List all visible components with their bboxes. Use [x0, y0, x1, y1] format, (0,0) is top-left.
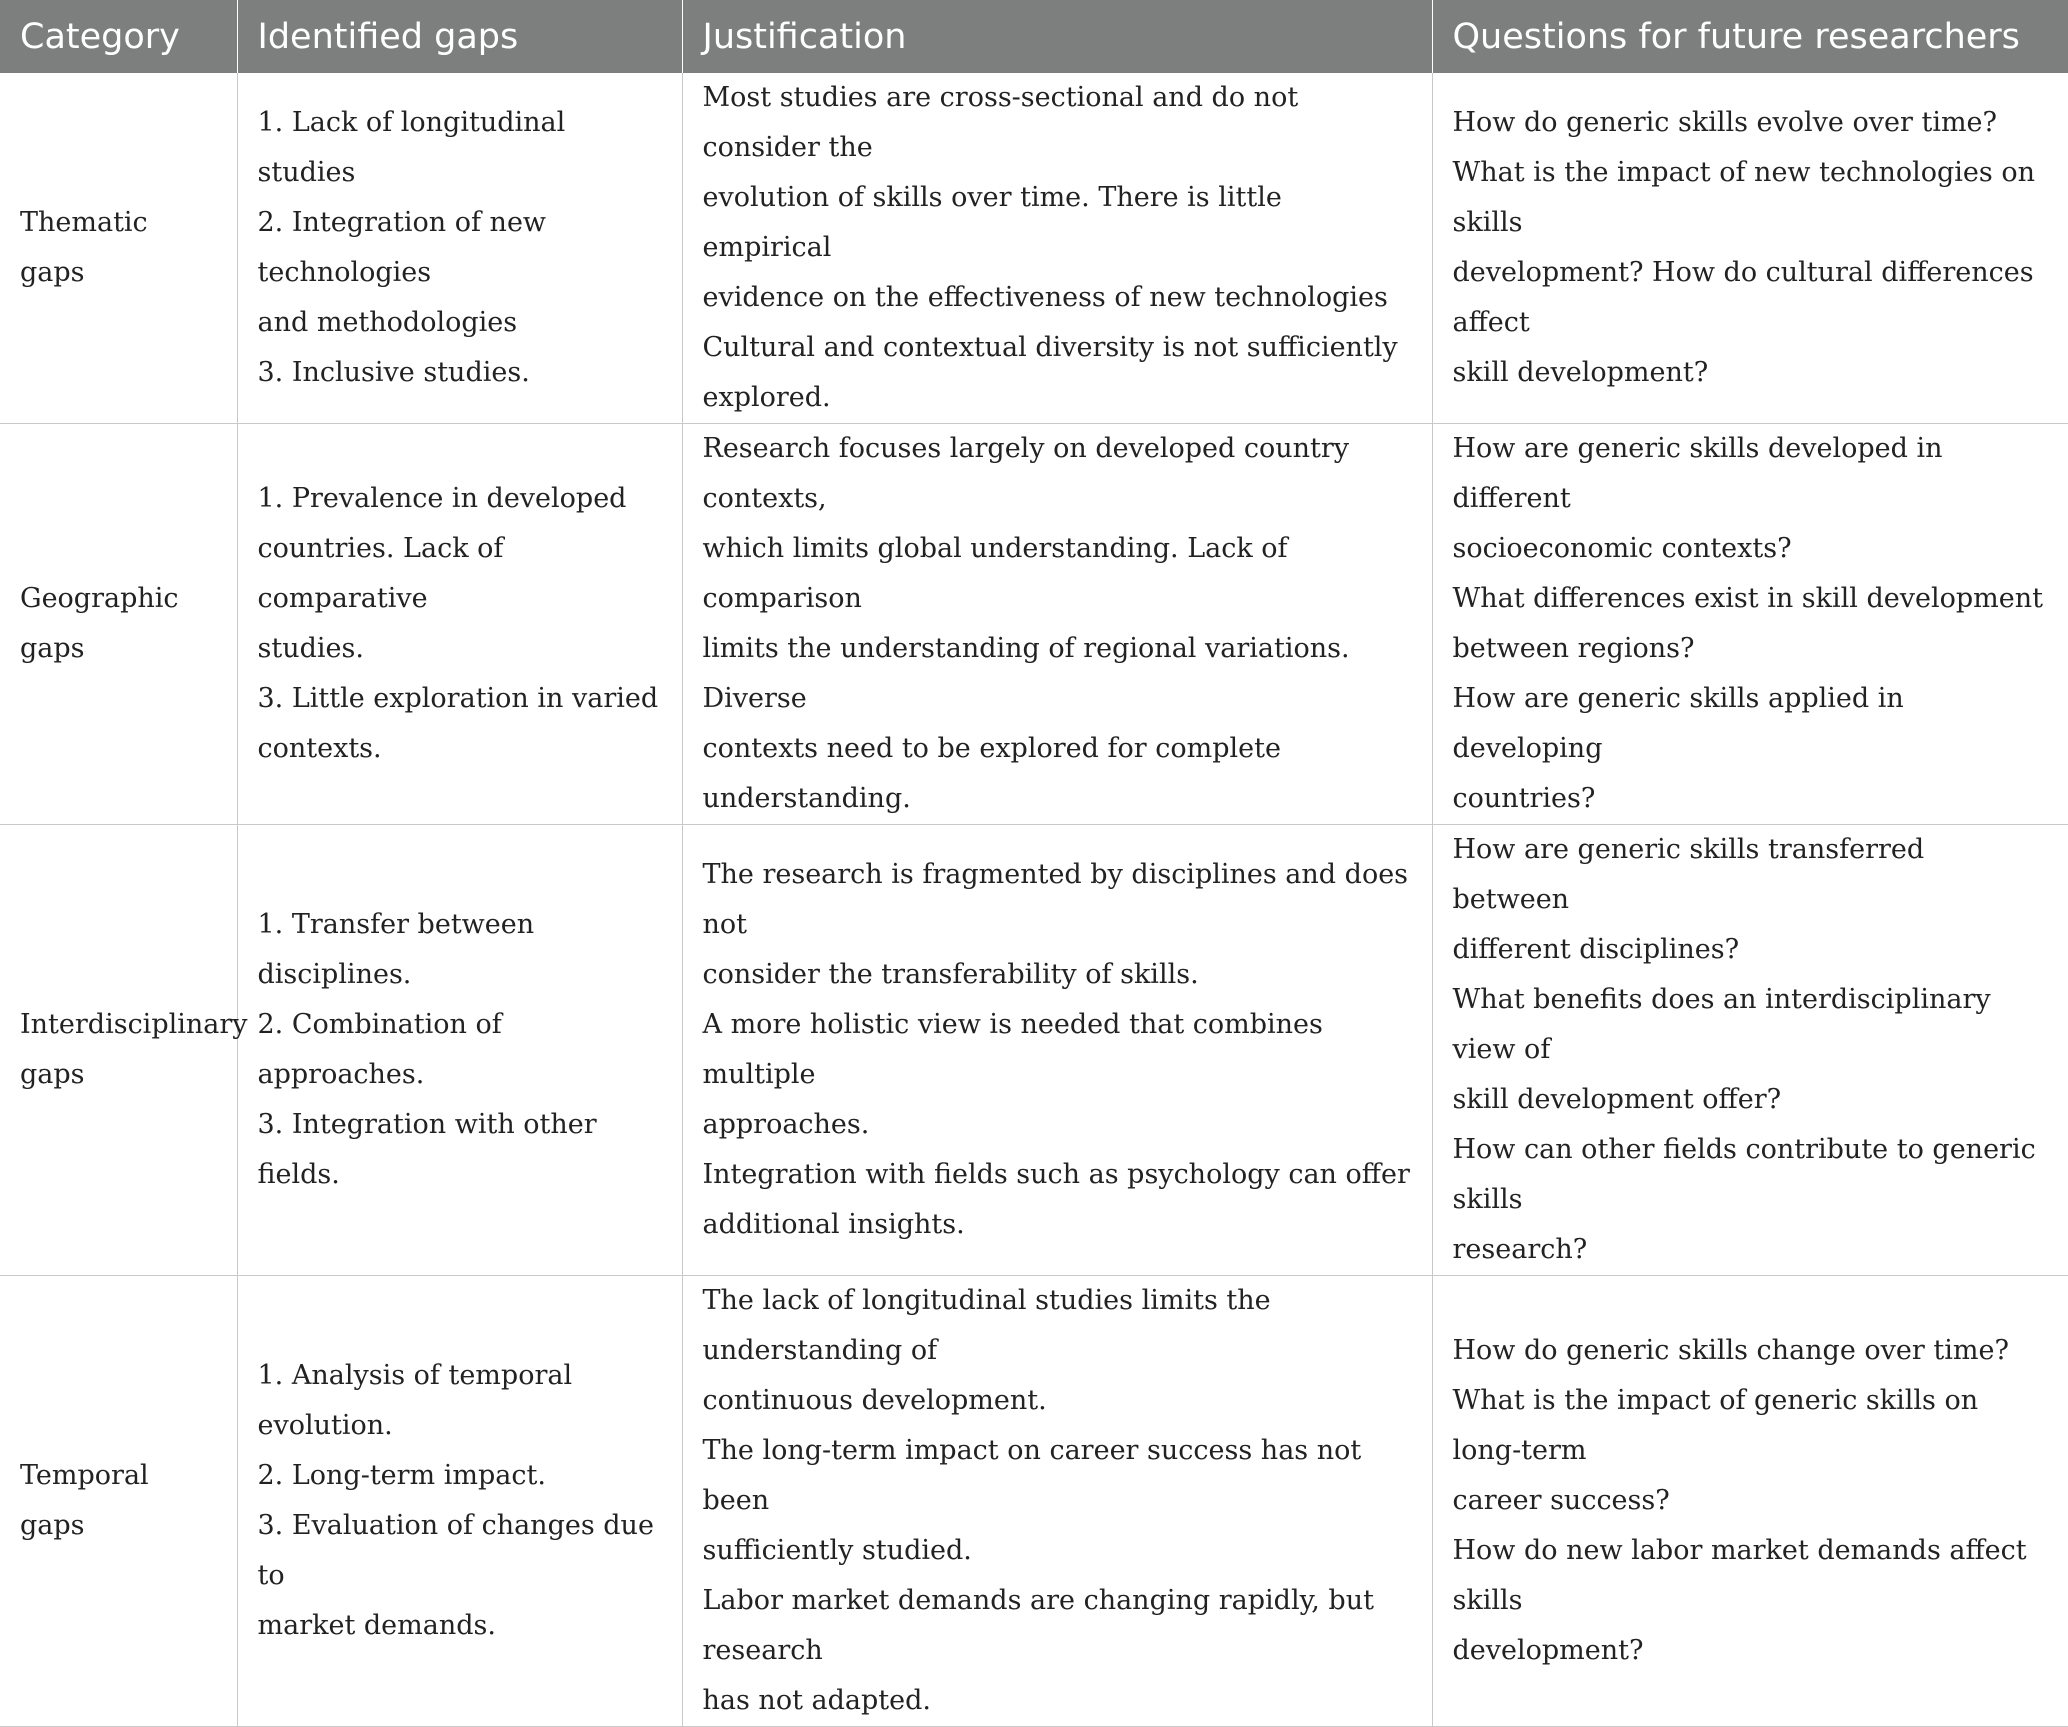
cell-text-line: Most studies are cross-sectional and do not consider the: [702, 82, 1299, 163]
cell-text-line: market demands.: [257, 1610, 496, 1641]
cell-text-line: Research focuses largely on developed country contexts,: [702, 433, 1350, 514]
cell-text-line: development?: [1452, 1635, 1644, 1666]
cell-text-line: How are generic skills applied in developing: [1452, 683, 1904, 764]
justification-cell: [682, 73, 1432, 424]
cell-text-line: limits the understanding of regional variations. Diverse: [702, 633, 1350, 714]
justification-cell: [682, 825, 1432, 1276]
cell-text-line: 1. Lack of longitudinal studies: [257, 107, 566, 188]
cell-text-line: countries?: [1452, 783, 1596, 814]
cell-text-line: Cultural and contextual diversity is not sufficiently explored.: [702, 332, 1398, 413]
header-category: Category: [0, 0, 237, 73]
cell-text-line: Geographic gaps: [20, 583, 179, 664]
cell-text-line: Thematic gaps: [20, 207, 148, 288]
header-identified-gaps: Identified gaps: [237, 0, 682, 73]
table-body: [0, 73, 2068, 1727]
cell-text-line: and methodologies: [257, 307, 518, 338]
cell-text-line: approaches.: [702, 1109, 870, 1140]
justification-cell: [682, 424, 1432, 825]
cell-text-line: different disciplines?: [1452, 934, 1740, 965]
cell-text-line: How are generic skills transferred between: [1452, 834, 1925, 915]
category-cell: [0, 73, 237, 424]
cell-text-line: evidence on the effectiveness of new technologies: [702, 282, 1388, 313]
table-row: [0, 1276, 2068, 1727]
cell-text-line: The long-term impact on career success has not been: [702, 1435, 1362, 1516]
cell-text-line: What is the impact of generic skills on long-term: [1452, 1385, 1979, 1466]
cell-text-line: skill development offer?: [1452, 1084, 1782, 1115]
cell-text-line: How are generic skills developed in different: [1452, 433, 1943, 514]
cell-text-line: 2. Long-term impact.: [257, 1460, 546, 1491]
cell-text-line: contexts.: [257, 733, 382, 764]
cell-text-line: research?: [1452, 1234, 1588, 1265]
cell-text-line: 2. Integration of new technologies: [257, 207, 547, 288]
cell-text-line: 1. Analysis of temporal evolution.: [257, 1360, 573, 1441]
identified-gaps-cell: [237, 1276, 682, 1727]
cell-text-line: socioeconomic contexts?: [1452, 533, 1792, 564]
identified-gaps-cell: [237, 73, 682, 424]
cell-text-line: Interdisciplinary: [20, 1009, 248, 1040]
table-row: [0, 825, 2068, 1276]
cell-text-line: between regions?: [1452, 633, 1695, 664]
table-row: [0, 73, 2068, 424]
cell-text-line: gaps: [20, 1059, 85, 1090]
cell-text-line: 3. Evaluation of changes due to: [257, 1510, 654, 1591]
cell-text-line: development? How do cultural differences affect: [1452, 257, 2034, 338]
cell-text-line: sufficiently studied.: [702, 1535, 972, 1566]
cell-text-line: What is the impact of new technologies on skills: [1452, 157, 2035, 238]
cell-text-line: 1. Transfer between disciplines.: [257, 909, 535, 990]
category-cell: [0, 1276, 237, 1727]
cell-text-line: How do generic skills change over time?: [1452, 1335, 2009, 1366]
cell-text-line: How do new labor market demands affect skills: [1452, 1535, 2027, 1616]
cell-text-line: countries. Lack of comparative: [257, 533, 504, 614]
cell-text-line: skill development?: [1452, 357, 1709, 388]
cell-text-line: career success?: [1452, 1485, 1670, 1516]
header-questions: Questions for future researchers: [1432, 0, 2068, 73]
cell-text-line: 3. Integration with other fields.: [257, 1109, 597, 1190]
cell-text-line: The lack of longitudinal studies limits the understanding of: [702, 1285, 1271, 1366]
cell-text-line: studies.: [257, 633, 364, 664]
cell-text-line: 2. Combination of approaches.: [257, 1009, 502, 1090]
cell-text-line: Temporal gaps: [20, 1460, 149, 1541]
cell-text-line: continuous development.: [702, 1385, 1047, 1416]
cell-text-line: has not adapted.: [702, 1685, 931, 1716]
cell-text-line: contexts need to be explored for complete understanding.: [702, 733, 1281, 814]
justification-cell: [682, 1276, 1432, 1727]
cell-text-line: Integration with fields such as psychology can offer: [702, 1159, 1410, 1190]
questions-cell: [1432, 73, 2068, 424]
identified-gaps-cell: [237, 424, 682, 825]
category-cell: [0, 424, 237, 825]
questions-cell: [1432, 825, 2068, 1276]
header-justification: Justification: [682, 0, 1432, 73]
table-row: [0, 424, 2068, 825]
category-cell: [0, 825, 248, 1276]
cell-text-line: 3. Little exploration in varied: [257, 683, 659, 714]
cell-text-line: Labor market demands are changing rapidly, but research: [702, 1585, 1374, 1666]
header-row: [0, 0, 2068, 73]
cell-text-line: A more holistic view is needed that combines multiple: [702, 1009, 1323, 1090]
identified-gaps-cell: [237, 825, 682, 1276]
cell-text-line: which limits global understanding. Lack of comparison: [702, 533, 1288, 614]
cell-text-line: 3. Inclusive studies.: [257, 357, 530, 388]
cell-text-line: What benefits does an interdisciplinary view of: [1452, 984, 1991, 1065]
cell-text-line: evolution of skills over time. There is little empirical: [702, 182, 1282, 263]
questions-cell: [1432, 424, 2068, 825]
questions-cell: [1432, 1276, 2068, 1727]
cell-text-line: The research is fragmented by disciplines and does not: [702, 859, 1409, 940]
cell-text-line: What differences exist in skill development: [1452, 583, 2043, 614]
cell-text-line: How can other fields contribute to generic skills: [1452, 1134, 2036, 1215]
cell-text-line: additional insights.: [702, 1209, 965, 1240]
cell-text-line: 1. Prevalence in developed: [257, 483, 627, 514]
cell-text-line: How do generic skills evolve over time?: [1452, 107, 1998, 138]
cell-text-line: consider the transferability of skills.: [702, 959, 1199, 990]
table-header: [0, 0, 2068, 73]
